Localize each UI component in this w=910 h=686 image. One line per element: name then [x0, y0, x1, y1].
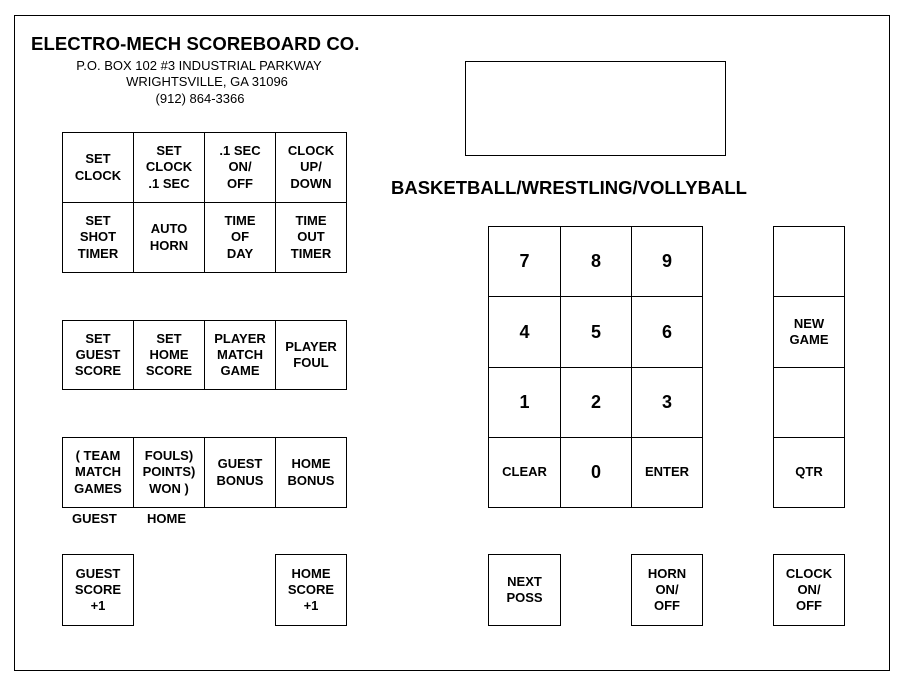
keypad-6-button[interactable]: 6	[631, 296, 703, 368]
keypad-4-button[interactable]: 4	[488, 296, 561, 368]
clock-up-down-button[interactable]: CLOCK UP/ DOWN	[275, 132, 347, 203]
sport-title: BASKETBALL/WRESTLING/VOLLYBALL	[391, 177, 747, 198]
qtr-button[interactable]: QTR	[773, 437, 845, 508]
team-match-games-button[interactable]: ( TEAM MATCH GAMES	[62, 437, 134, 508]
blank-key-top[interactable]	[773, 226, 845, 297]
keypad-9-button[interactable]: 9	[631, 226, 703, 297]
keypad-7-button[interactable]: 7	[488, 226, 561, 297]
company-address-line1: P.O. BOX 102 #3 INDUSTRIAL PARKWAY	[76, 58, 322, 73]
keypad-1-button[interactable]: 1	[488, 367, 561, 438]
time-out-timer-button[interactable]: TIME OUT TIMER	[275, 202, 347, 273]
company-address-line2: WRIGHTSVILLE, GA 31096	[126, 74, 288, 89]
set-clock-button[interactable]: SET CLOCK	[62, 132, 134, 203]
set-clock-tenth-button[interactable]: SET CLOCK .1 SEC	[133, 132, 205, 203]
player-match-game-button[interactable]: PLAYER MATCH GAME	[204, 320, 276, 390]
horn-on-off-button[interactable]: HORN ON/ OFF	[631, 554, 703, 626]
keypad-8-button[interactable]: 8	[560, 226, 632, 297]
home-label: HOME	[147, 511, 186, 526]
set-guest-score-button[interactable]: SET GUEST SCORE	[62, 320, 134, 390]
tenth-sec-on-off-button[interactable]: .1 SEC ON/ OFF	[204, 132, 276, 203]
clock-on-off-button[interactable]: CLOCK ON/ OFF	[773, 554, 845, 626]
home-score-plus-one-button[interactable]: HOME SCORE +1	[275, 554, 347, 626]
keypad-0-button[interactable]: 0	[560, 437, 632, 508]
guest-score-plus-one-button[interactable]: GUEST SCORE +1	[62, 554, 134, 626]
set-home-score-button[interactable]: SET HOME SCORE	[133, 320, 205, 390]
keypad-2-button[interactable]: 2	[560, 367, 632, 438]
player-foul-button[interactable]: PLAYER FOUL	[275, 320, 347, 390]
keypad-3-button[interactable]: 3	[631, 367, 703, 438]
keypad-5-button[interactable]: 5	[560, 296, 632, 368]
next-poss-button[interactable]: NEXT POSS	[488, 554, 561, 626]
guest-label: GUEST	[72, 511, 117, 526]
company-name: ELECTRO-MECH SCOREBOARD CO.	[31, 33, 360, 54]
fouls-points-won-button[interactable]: FOULS) POINTS) WON )	[133, 437, 205, 508]
enter-button[interactable]: ENTER	[631, 437, 703, 508]
display-window	[465, 61, 726, 156]
time-of-day-button[interactable]: TIME OF DAY	[204, 202, 276, 273]
set-shot-timer-button[interactable]: SET SHOT TIMER	[62, 202, 134, 273]
blank-key-middle[interactable]	[773, 367, 845, 438]
clear-button[interactable]: CLEAR	[488, 437, 561, 508]
new-game-button[interactable]: NEW GAME	[773, 296, 845, 368]
auto-horn-button[interactable]: AUTO HORN	[133, 202, 205, 273]
home-bonus-button[interactable]: HOME BONUS	[275, 437, 347, 508]
guest-bonus-button[interactable]: GUEST BONUS	[204, 437, 276, 508]
company-phone: (912) 864-3366	[155, 91, 245, 106]
